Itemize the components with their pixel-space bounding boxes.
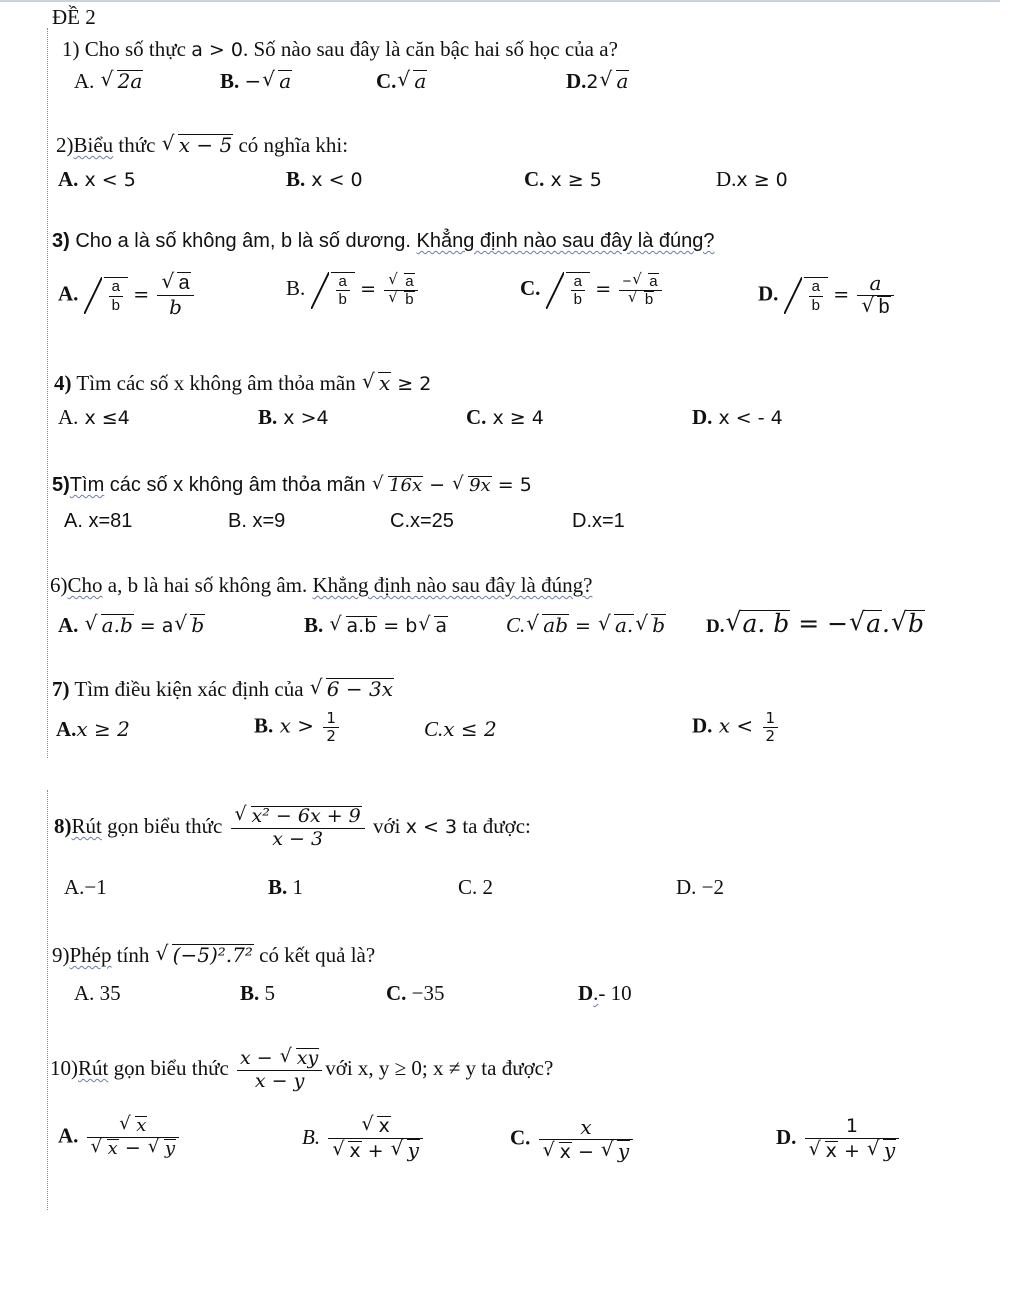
q8-option-b[interactable]: B. 1 xyxy=(268,875,304,899)
q7-option-d[interactable]: D. x < $\frac{1}{2}$ xyxy=(692,710,781,746)
question-1: 1) Cho số thực a > 0. Số nào sau đây là căn bậc hai số học của a? xyxy=(62,37,618,61)
q8-option-a[interactable]: A.−1 xyxy=(64,875,107,899)
q10-option-b[interactable]: B. √ x √ x + √ y xyxy=(302,1116,426,1163)
q6-option-a[interactable]: A. √ a.b = a√ b xyxy=(58,614,205,637)
q5-option-c[interactable]: C.x=25 xyxy=(390,510,454,532)
question-6: 6)Cho a, b là hai số không âm. Khẳng định nào sau đây là đúng? xyxy=(50,573,593,597)
left-margin-line-2 xyxy=(47,790,48,1210)
q6-option-b[interactable]: B. √ a.b = b√ a xyxy=(304,614,448,637)
q5-option-a[interactable]: A. x=81 xyxy=(64,510,133,532)
q3-option-a[interactable]: A. $\frac{a}{b}$ = √ $\frac{a}{b}$ xyxy=(58,272,197,319)
q2-option-d[interactable]: D.x ≥ 0 xyxy=(716,167,788,191)
top-rule xyxy=(0,0,1000,2)
q7-option-c[interactable]: C.x ≤ 2 xyxy=(424,717,497,741)
q5-option-b[interactable]: B. x=9 xyxy=(228,510,286,532)
q3-option-c[interactable]: C. $\frac{a}{b}$ = −√ a √ b xyxy=(520,272,665,309)
q3-option-b[interactable]: B. $\frac{a}{b}$ = √ a √ b xyxy=(286,272,421,309)
q2-option-c[interactable]: C. x ≥ 5 xyxy=(524,167,602,191)
q3-option-d[interactable]: D. $\frac{a}{b}$ = a √ b xyxy=(758,272,897,319)
exam-title: ĐỀ 2 xyxy=(52,5,96,29)
q10-option-c[interactable]: C. x √ x − √ y xyxy=(510,1116,636,1164)
q1-option-c[interactable]: C.√ a xyxy=(376,70,427,93)
question-9: 9)Phép tính √ (−5)².7² có kết quả là? xyxy=(52,944,375,967)
q1-option-a[interactable]: A. √ 2a xyxy=(74,70,143,93)
q9-option-a[interactable]: A. 35 xyxy=(74,981,121,1005)
question-5: 5)Tìm các số x không âm thỏa mãn √ 16x − √ 9x = 5 xyxy=(52,474,532,496)
q6-option-d[interactable]: D.√ a. b = −√ a.√ b xyxy=(706,610,925,639)
q4-option-b[interactable]: B. x >4 xyxy=(258,405,329,429)
question-10: 10)Rút gọn biểu thức $\frac{x - √ xy}{x - y}$ với x, y ≥ 0; x ≠ y ta được? xyxy=(50,1048,553,1093)
q1-option-d[interactable]: D.2√ a xyxy=(566,70,629,93)
question-4: 4) Tìm các số x không âm thỏa mãn √ x ≥ 2 xyxy=(54,372,431,395)
q4-option-a[interactable]: A. x ≤4 xyxy=(58,405,130,429)
question-8: 8)Rút gọn biểu thức √ $\frac{\text{x² − 6x + 9}}{x - 3}$ với x < 3 ta được: xyxy=(54,806,531,851)
q9-option-c[interactable]: C. −35 xyxy=(386,981,445,1005)
q8-option-d[interactable]: D. −2 xyxy=(676,875,725,899)
q7-option-a[interactable]: A.x ≥ 2 xyxy=(56,717,130,741)
q4-option-d[interactable]: D. x < - 4 xyxy=(692,405,783,429)
q2-option-a[interactable]: A. x < 5 xyxy=(58,167,136,191)
q7-option-b[interactable]: B. x > $\frac{1}{2}$ xyxy=(254,710,342,746)
q4-option-c[interactable]: C. x ≥ 4 xyxy=(466,405,544,429)
question-7: 7) Tìm điều kiện xác định của √ 6 − 3x xyxy=(52,678,394,701)
q9-option-b[interactable]: B. 5 xyxy=(240,981,276,1005)
q10-option-a[interactable]: A. √ x √ x − √ y xyxy=(58,1116,182,1160)
q10-option-d[interactable]: D. 1 √ x + √ y xyxy=(776,1116,902,1163)
left-margin-line xyxy=(47,28,48,758)
q8-option-c[interactable]: C. 2 xyxy=(458,875,494,899)
q2-option-b[interactable]: B. x < 0 xyxy=(286,167,363,191)
question-3: 3) Cho a là số không âm, b là số dương. Khẳng định nào sau đây là đúng? xyxy=(52,230,715,252)
q6-option-c[interactable]: C.√ ab = √ a.√ b xyxy=(506,614,666,637)
q5-option-d[interactable]: D.x=1 xyxy=(572,510,625,532)
question-2: 2)Biểu thức √ x − 5 có nghĩa khi: xyxy=(56,134,348,157)
q9-option-d[interactable]: D.- 10 xyxy=(578,981,632,1005)
q1-option-b[interactable]: B. −√ a xyxy=(220,70,292,93)
